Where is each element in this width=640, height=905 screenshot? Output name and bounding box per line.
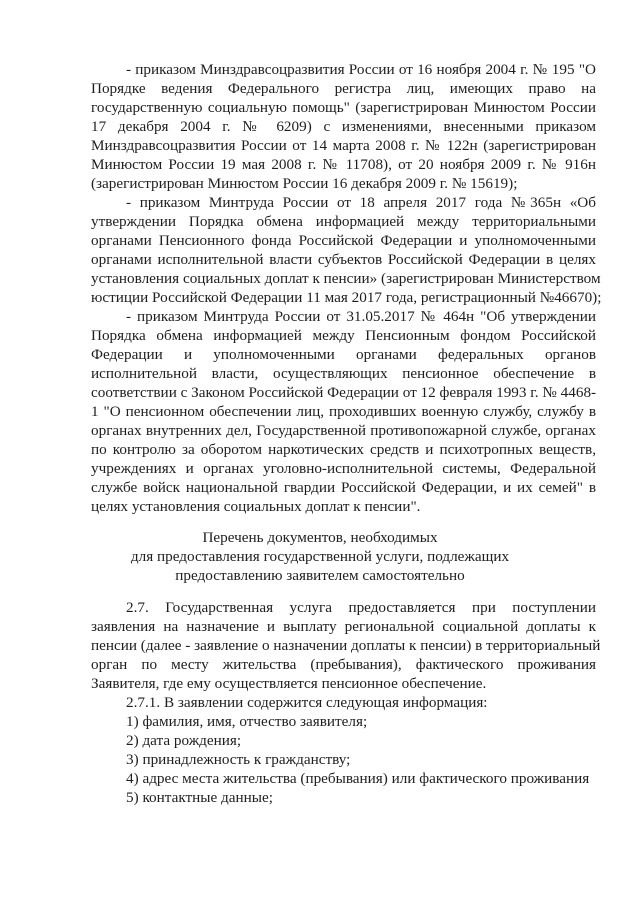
text-line: службе войск национальной гвардии Российской Федерации, и их семей" в [91,479,596,496]
text-line: Порядка обмена информацией между Пенсионным фондом Российской [91,327,596,344]
text-line: Минюстом России 19 мая 2008 г. № 11708), от 20 ноября 2009 г. № 916н [91,156,596,173]
list-item: 4) адрес места жительства (пребывания) или фактического проживания [126,770,590,787]
section-heading: предоставлению заявителем самостоятельно [175,567,465,584]
text-line: - приказом Минтруда России от 18 апреля 2017 года №365н «Об [126,194,596,211]
text-line: целях установления социальных доплат к пенсии". [91,498,421,515]
text-line: органами Пенсионного фонда Российской Федерации и уполномоченными [91,232,596,249]
text-line: учреждениях и органах уголовно-исполнительной системы, Федеральной [91,460,596,477]
text-line: 1 "О пенсионном обеспечении лиц, проходивших военную службу, службу в [91,403,596,420]
list-item: 5) контактные данные; [126,789,273,806]
section-heading: Перечень документов, необходимых [202,529,438,546]
text-line: установления социальных доплат к пенсии» (зарегистрирован Министерством [91,270,601,287]
text-line: исполнительной власти, осуществляющих пенсионное обеспечение в [91,365,596,382]
text-line: - приказом Минздравсоцразвития России от 16 ноября 2004 г. № 195 "О [126,61,596,78]
list-item: 2) дата рождения; [126,732,242,749]
text-line: Заявителя, где ему осуществляется пенсионное обеспечение. [91,675,487,692]
text-line: 2.7.1. В заявлении содержится следующая информация: [126,694,488,711]
text-line: Порядке ведения Федерального регистра лиц, имеющих право на [91,80,596,97]
text-line: соответствии с Законом Российской Федерации от 12 февраля 1993 г. № 4468- [91,384,597,401]
text-line: государственную социальную помощь" (зарегистрирован Минюстом России [91,99,596,116]
text-line: (зарегистрирован Минюстом России 16 декабря 2009 г. № 15619); [91,175,518,192]
text-line: утверждении Порядка обмена информацией между территориальными [91,213,596,230]
text-line: Минздравсоцразвития России от 14 марта 2008 г. № 122н (зарегистрирован [91,137,596,154]
list-item: 3) принадлежность к гражданству; [126,751,351,768]
text-line: юстиции Российской Федерации 11 мая 2017 года, регистрационный №46670); [91,289,602,306]
text-line: пенсии (далее - заявление о назначении доплаты к пенсии) в территориальный [91,637,601,654]
text-line: органами исполнительной власти субъектов Российской Федерации в целях [91,251,596,268]
text-line: 2.7. Государственная услуга предоставляется при поступлении [126,599,596,616]
text-line: органах внутренних дел, Государственной противопожарной службе, органах [91,422,596,439]
text-line: - приказом Минтруда России от 31.05.2017 № 464н "Об утверждении [126,308,596,325]
list-item: 1) фамилия, имя, отчество заявителя; [126,713,368,730]
text-line: 17 декабря 2004 г. № 6209) с изменениями, внесенными приказом [91,118,596,135]
section-heading: для предоставления государственной услуги, подлежащих [130,548,510,565]
text-line: Федерации и уполномоченными органами федеральных органов [91,346,596,363]
text-line: орган по месту жительства (пребывания), фактического проживания [91,656,596,673]
text-line: заявления на назначение и выплату региональной социальной доплаты к [91,618,596,635]
text-line: по контролю за оборотом наркотических средств и психотропных веществ, [91,441,596,458]
